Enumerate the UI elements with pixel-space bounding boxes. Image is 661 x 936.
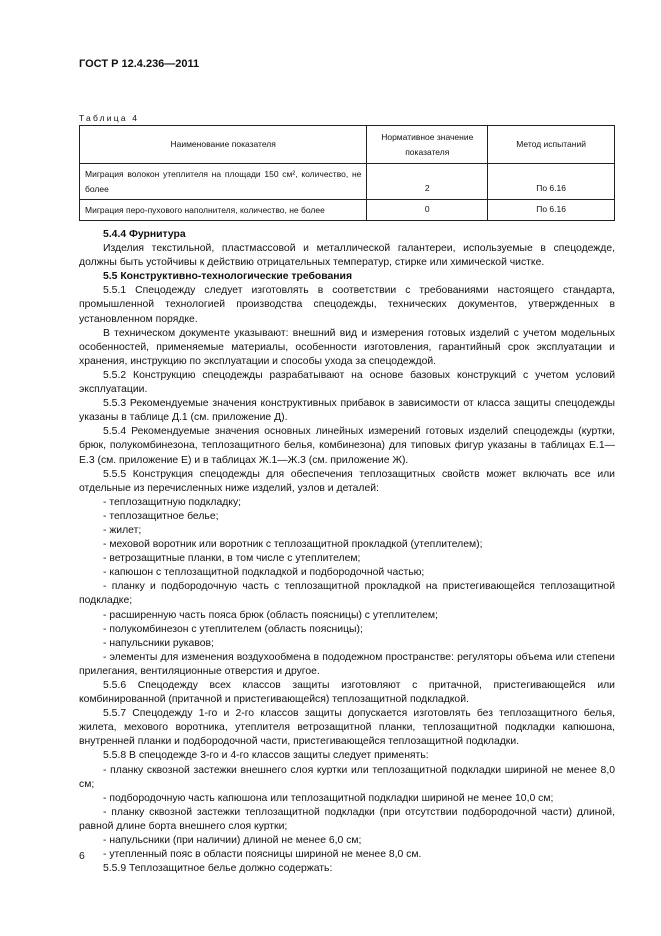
- indicators-table: [79, 125, 615, 221]
- document-header: ГОСТ Р 12.4.236—2011: [79, 58, 200, 70]
- section-heading: 5.5 Конструктивно-технологические требования: [103, 271, 353, 283]
- table-caption: Таблица 4: [79, 113, 140, 123]
- paragraph: 5.5.9 Теплозащитное белье должно содержать:: [103, 863, 333, 875]
- column-header: Наименование показателя: [80, 126, 367, 164]
- test-method: По 6.16: [488, 164, 615, 200]
- list-item: - расширенную часть пояса брюк (область поясницы) с утеплителем;: [103, 609, 438, 621]
- list-item: - капюшон с теплозащитной подкладкой и подбородочной частью;: [103, 567, 425, 579]
- table-row: [80, 200, 615, 221]
- paragraph: 5.5.2 Конструкцию спецодежды разрабатывают на основе базовых конструкций с учетом условий эксплуатации.: [79, 369, 615, 396]
- table-row: [80, 164, 615, 200]
- list-item: - планку и подбородочную часть с теплозащитной прокладкой на пристегивающейся теплозащитной подкладке;: [79, 581, 615, 607]
- list-item: - подбородочную часть капюшона или теплозащитной подкладки шириной не менее 10,0 см;: [103, 792, 554, 804]
- paragraph: 5.5.5 Конструкция спецодежды для обеспечения теплозащитных свойств может включать все или отдельные из перечисленных ниже изделий, узлов и деталей:: [79, 468, 615, 494]
- list-item: - ветрозащитные планки, в том числе с утеплителем;: [103, 553, 361, 565]
- list-item: - планку сквозной застежки внешнего слоя куртки или теплозащитной подкладки шириной не менее 8,0 см;: [79, 764, 615, 790]
- list-item: - элементы для изменения воздухообмена в пододежном пространстве: регуляторы объема или степени прилегания, вентиляционные отверстия и другое.: [79, 651, 615, 677]
- paragraph: 5.5.8 В спецодежде 3-го и 4-го классов защиты следует применять:: [103, 750, 429, 762]
- list-item: - меховой воротник или воротник с теплозащитной прокладкой (утеплителем);: [103, 539, 483, 551]
- paragraph: В техническом документе указывают: внешний вид и измерения готовых изделий с учетом модельных особенностей, применяемые материалы, особенности изготовления, гарантийный срок эксплуатации и хранения, инструкцию по эксплуатации и способы ухода за спецодеждой.: [79, 327, 615, 367]
- table-header-row: [80, 126, 615, 164]
- document-body: [79, 228, 615, 876]
- page-number: 6: [79, 851, 85, 862]
- indicator-name: Миграция перо-пухового наполнителя, количество, не более: [80, 200, 367, 221]
- list-item: - напульсники (при наличии) длиной не менее 6,0 см;: [103, 835, 362, 847]
- list-item: - утепленный пояс в области поясницы шириной не менее 8,0 см.: [103, 849, 422, 861]
- paragraph: 5.5.6 Спецодежду всех классов защиты изготовляют с притачной, пристегивающейся или комбинированной (притачной и пристегивающейся) теплозащитной подкладкой.: [79, 680, 615, 706]
- normative-value: 2: [367, 164, 488, 200]
- paragraph: 5.5.7 Спецодежду 1-го и 2-го классов защиты допускается изготовлять без теплозащитного белья, жилета, мехового воротника, утеплителя ветрозащитной планки, теплозащитной подкладки капюшона, внутренней планки и подбородочной части, пристегивающейся теплозащитной подкладки.: [79, 708, 615, 748]
- paragraph: 5.5.4 Рекомендуемые значения основных линейных измерений готовых изделий спецодежды (куртки, брюк, полукомбинезона, теплозащитного белья, комбинезона) для типовых фигур указаны в таблицах Е.1—Е.3 (см. приложение Е) и в таблицах Ж.1—Ж.3 (см. приложение Ж).: [79, 426, 615, 466]
- paragraph: Изделия текстильной, пластмассовой и металлической галантереи, используемые в спецодежде, должны быть устойчивы к действию отрицательных температур, стирке или химической чистке.: [79, 243, 615, 269]
- list-item: - жилет;: [103, 524, 142, 536]
- paragraph: 5.5.3 Рекомендуемые значения конструктивных прибавок в зависимости от класса защиты спецодежды указаны в таблице Д.1 (см. приложение Д).: [79, 398, 615, 424]
- paragraph: 5.5.1 Спецодежду следует изготовлять в соответствии с требованиями настоящего стандарта, промышленной технологией производства спецодежды, технических документов, утвержденных в установленном порядке.: [79, 285, 615, 325]
- list-item: - планку сквозной застежки теплозащитной подкладки (при отсутствии подбородочной части) длиной, равной длине борта внешнего слоя куртки;: [79, 806, 615, 832]
- list-item: - теплозащитную подкладку;: [103, 496, 242, 508]
- normative-value: 0: [367, 200, 488, 221]
- test-method: По 6.16: [488, 200, 615, 221]
- column-header: Метод испытаний: [488, 126, 615, 164]
- list-item: - полукомбинезон с утеплителем (область поясницы);: [103, 623, 363, 635]
- list-item: - теплозащитное белье;: [103, 510, 219, 522]
- indicator-name: Миграция волокон утеплителя на площади 150 см², количество, не более: [80, 164, 367, 200]
- section-heading: 5.4.4 Фурнитура: [103, 229, 186, 240]
- list-item: - напульсники рукавов;: [103, 637, 214, 649]
- column-header: Нормативное значение показателя: [367, 126, 488, 164]
